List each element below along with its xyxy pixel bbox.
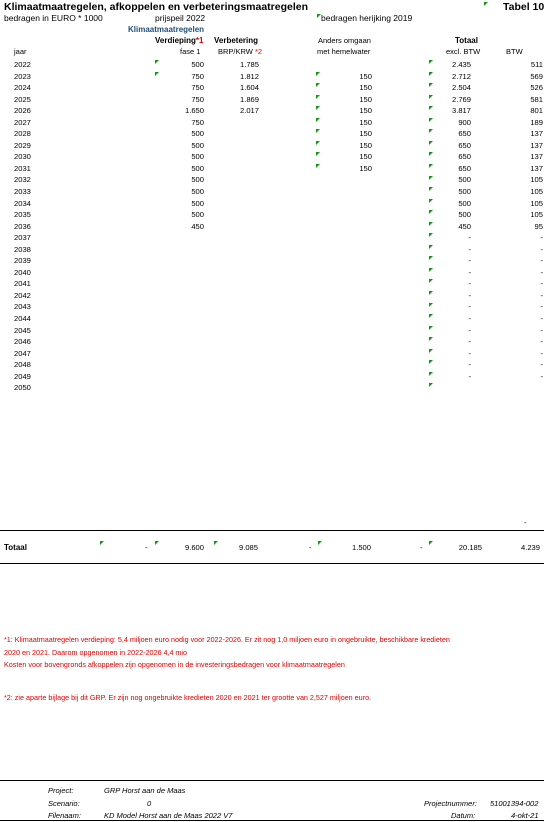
year-cell: 2032 [14, 175, 31, 185]
c2-cell [204, 267, 259, 279]
comment-marker-icon [429, 222, 433, 226]
c5-cell: 569 [530, 71, 543, 81]
c4-cell [372, 382, 471, 394]
c2-cell [204, 174, 259, 186]
group-header: Klimaatmaatregelen [128, 25, 205, 34]
c3-cell: 150 [359, 94, 372, 104]
c3-cell [259, 371, 372, 383]
comment-marker-icon [429, 72, 433, 76]
comment-marker-icon [429, 129, 433, 133]
c1-cell [58, 301, 204, 313]
col-c3-subheader: met hemelwater [317, 47, 371, 56]
c4-cell: - [468, 244, 471, 254]
comment-marker-icon [429, 187, 433, 191]
c4-cell: - [468, 302, 471, 312]
c5-cell: - [540, 371, 543, 381]
year-cell: 2040 [14, 267, 31, 277]
table-row [0, 278, 543, 290]
c2-cell [204, 151, 259, 163]
comment-marker-icon [155, 60, 159, 64]
c5-cell: - [540, 279, 543, 289]
table-row [0, 105, 543, 117]
c1-cell [58, 325, 204, 337]
comment-marker-icon [214, 541, 218, 545]
c1-cell: 500 [191, 140, 204, 150]
comment-marker-icon [429, 245, 433, 249]
c5-cell: 105 [530, 210, 543, 220]
c1-cell [58, 244, 204, 256]
year-cell: 2029 [14, 140, 31, 150]
c4-cell: 2.712 [451, 71, 471, 81]
col-c5-header: BTW [506, 47, 523, 56]
c4-cell: 900 [458, 117, 471, 127]
c4-cell: 3.817 [451, 106, 471, 116]
date-label: Datum: [451, 811, 476, 820]
comment-marker-icon [316, 106, 320, 110]
c1-cell: 750 [191, 83, 204, 93]
c1-cell [58, 382, 204, 394]
year-cell: 2050 [14, 383, 31, 393]
c5-cell: - [540, 290, 543, 300]
table-row [0, 313, 543, 325]
table-row [0, 325, 543, 337]
c1-cell: 500 [191, 163, 204, 173]
comment-marker-icon [316, 95, 320, 99]
c3-cell: 150 [359, 140, 372, 150]
c3-cell [259, 382, 372, 394]
amounts-unit: bedragen in EURO * 1000 [4, 13, 103, 23]
c2-cell [204, 325, 259, 337]
c1-cell [58, 232, 204, 244]
c1-cell [58, 255, 204, 267]
table-row [0, 94, 543, 106]
c2-cell: 1.604 [239, 83, 259, 93]
comment-marker-icon [429, 326, 433, 330]
table-id: Tabel 10 [503, 1, 544, 13]
total-c5: 4.239 [520, 543, 540, 552]
year-cell: 2037 [14, 233, 31, 243]
c3-cell [259, 290, 372, 302]
total-c2: 9.085 [238, 543, 258, 552]
c4-cell: - [468, 233, 471, 243]
c5-cell: 189 [530, 117, 543, 127]
table-row [0, 59, 543, 71]
comment-marker-icon [429, 60, 433, 64]
c4-cell: - [468, 267, 471, 277]
c3-cell: 150 [359, 117, 372, 127]
table-row [0, 348, 543, 360]
c1-cell: 450 [191, 221, 204, 231]
c1-cell: 750 [191, 71, 204, 81]
table-row [0, 336, 543, 348]
year-cell: 2028 [14, 129, 31, 139]
comment-marker-icon [429, 83, 433, 87]
total-c1: 9.600 [184, 543, 204, 552]
c2-cell [204, 209, 259, 221]
c4-cell: 650 [458, 140, 471, 150]
table-row [0, 163, 543, 175]
year-cell: 2044 [14, 314, 31, 324]
c1-cell [58, 267, 204, 279]
c2-cell [204, 255, 259, 267]
scenario-label: Scenario: [48, 799, 80, 808]
c5-cell: 137 [530, 163, 543, 173]
table-row [0, 301, 543, 313]
c2-cell [204, 348, 259, 360]
comment-marker-icon [429, 176, 433, 180]
c3-cell [259, 186, 372, 198]
c4-cell: - [468, 256, 471, 266]
c5-cell: - [540, 360, 543, 370]
c1-cell: 500 [191, 175, 204, 185]
c4-cell: - [468, 290, 471, 300]
c1-cell: 1.650 [184, 106, 204, 116]
total-c2b: - [309, 543, 312, 552]
year-cell: 2042 [14, 290, 31, 300]
year-cell: 2031 [14, 163, 31, 173]
col-c2-subheader: BRP/KRW *2 [218, 47, 263, 56]
c3-cell [259, 278, 372, 290]
c5-cell: - [540, 256, 543, 266]
year-cell: 2049 [14, 371, 31, 381]
c5-cell: 105 [530, 175, 543, 185]
c1-cell: 500 [191, 129, 204, 139]
c5-cell: 105 [530, 198, 543, 208]
c4-cell: - [468, 325, 471, 335]
comment-marker-icon [155, 72, 159, 76]
c2-cell [204, 117, 259, 129]
year-cell: 2046 [14, 337, 31, 347]
comment-marker-icon [429, 95, 433, 99]
c3-cell [259, 255, 372, 267]
c2-cell [204, 244, 259, 256]
c4-cell: 500 [458, 210, 471, 220]
c3-cell [259, 325, 372, 337]
comment-marker-icon [429, 360, 433, 364]
projectnumber-label: Projectnummer: [424, 799, 477, 808]
year-cell: 2024 [14, 83, 31, 93]
comment-marker-icon [429, 337, 433, 341]
c4-cell: 500 [458, 175, 471, 185]
c3-cell: 150 [359, 106, 372, 116]
comment-marker-icon [316, 152, 320, 156]
c1-cell [58, 348, 204, 360]
table-row [0, 290, 543, 302]
comment-marker-icon [429, 118, 433, 122]
data-table [0, 59, 543, 394]
c5-cell: - [540, 348, 543, 358]
year-cell: 2026 [14, 106, 31, 116]
c4-cell: - [468, 337, 471, 347]
c5-cell: - [540, 314, 543, 324]
c2-cell: 1.785 [239, 60, 259, 69]
table-row [0, 82, 543, 94]
c2-cell [204, 382, 259, 394]
c4-cell: - [468, 360, 471, 370]
c3-cell [259, 348, 372, 360]
c5-cell: 137 [530, 129, 543, 139]
c3-cell [259, 174, 372, 186]
comment-marker-icon [484, 2, 488, 6]
comment-marker-icon [429, 164, 433, 168]
project-label: Project: [48, 786, 74, 795]
year-cell: 2043 [14, 302, 31, 312]
comment-marker-icon [429, 303, 433, 307]
c3-cell [259, 244, 372, 256]
footer-divider [0, 780, 544, 781]
comment-marker-icon [429, 279, 433, 283]
comment-marker-icon [429, 256, 433, 260]
table-row [0, 221, 543, 233]
c4-cell: 650 [458, 152, 471, 162]
year-cell: 2036 [14, 221, 31, 231]
comment-marker-icon [316, 129, 320, 133]
col-c2-header: Verbetering [214, 36, 259, 45]
c2-cell [204, 163, 259, 175]
year-cell: 2039 [14, 256, 31, 266]
table-row [0, 371, 543, 383]
c5-cell: 581 [530, 94, 543, 104]
total-c3b: - [420, 543, 423, 552]
c2-cell [204, 290, 259, 302]
table-row [0, 209, 543, 221]
date-value: 4-okt-21 [511, 811, 539, 820]
price-level: prijspeil 2022 [155, 13, 206, 23]
comment-marker-icon [100, 541, 104, 545]
c1-cell [58, 336, 204, 348]
c2-cell [204, 221, 259, 233]
c2-cell [204, 140, 259, 152]
c2-cell [204, 359, 259, 371]
table-row [0, 174, 543, 186]
c1-cell: 500 [191, 152, 204, 162]
c5-cell: 137 [530, 152, 543, 162]
c5-cell: - [540, 244, 543, 254]
c3-cell [259, 301, 372, 313]
table-row [0, 267, 543, 279]
note-2: *2: zie aparte bijlage bij dit GRP. Er zijn nog ongebruikte kredieten 2020 en 2021 ter grootte van 2,527 miljoen euro. [4, 693, 372, 702]
note-1-line-1: *1: Klimaatmaatregelen verdieping: 5,4 miljoen euro nodig voor 2022-2026. Er zit nog 1,0 miljoen euro in ongebruikte, beschikbare kredieten [4, 635, 450, 644]
extra-dash: - [524, 518, 527, 527]
c3-cell: 150 [359, 71, 372, 81]
c2-cell: 1.812 [239, 71, 259, 81]
col-c1-header: Verdieping*1 [155, 36, 204, 45]
comment-marker-icon [429, 291, 433, 295]
c3-cell: 150 [359, 129, 372, 139]
year-cell: 2038 [14, 244, 31, 254]
c1-cell [58, 313, 204, 325]
c3-cell [259, 232, 372, 244]
c4-cell: 450 [458, 221, 471, 231]
total-c0: - [145, 543, 148, 552]
comment-marker-icon [316, 72, 320, 76]
table-row [0, 71, 543, 83]
footer-divider [0, 820, 544, 821]
year-cell: 2048 [14, 360, 31, 370]
c3-cell: 150 [359, 83, 372, 93]
comment-marker-icon [429, 541, 433, 545]
c4-cell: - [468, 371, 471, 381]
year-cell: 2034 [14, 198, 31, 208]
table-row [0, 186, 543, 198]
table-row [0, 140, 543, 152]
c4-cell: 500 [458, 187, 471, 197]
c1-cell: 750 [191, 94, 204, 104]
c4-cell: - [468, 314, 471, 324]
comment-marker-icon [316, 141, 320, 145]
c1-cell [58, 371, 204, 383]
col-c1-subheader: fase 1 [180, 47, 201, 56]
table-row [0, 198, 543, 210]
year-cell: 2030 [14, 152, 31, 162]
c4-cell: 650 [458, 163, 471, 173]
c3-cell [259, 198, 372, 210]
comment-marker-icon [429, 152, 433, 156]
page-title: Klimaatmaatregelen, afkoppelen en verbeteringsmaatregelen [4, 1, 309, 13]
divider [0, 530, 544, 531]
col-year-header: jaar [14, 47, 27, 56]
col-c3-header: Anders omgaan [318, 36, 371, 45]
c2-cell [204, 232, 259, 244]
comment-marker-icon [429, 199, 433, 203]
c2-cell [204, 186, 259, 198]
comment-marker-icon [429, 141, 433, 145]
c3-cell [259, 267, 372, 279]
table-row [0, 117, 543, 129]
total-c4: 20.185 [458, 543, 482, 552]
c4-cell: 650 [458, 129, 471, 139]
table-row [0, 382, 543, 394]
comment-marker-icon [316, 164, 320, 168]
c5-cell: 95 [534, 221, 543, 231]
c4-cell: - [468, 348, 471, 358]
c4-cell: 2.435 [451, 60, 471, 69]
c3-cell [259, 359, 372, 371]
table-row [0, 232, 543, 244]
year-cell: 2041 [14, 279, 31, 289]
table-row [0, 244, 543, 256]
c1-cell [58, 278, 204, 290]
col-c4-subheader: excl. BTW [446, 47, 481, 56]
revision-amounts: bedragen herijking 2019 [321, 13, 413, 23]
totals-label: Totaal [4, 543, 27, 552]
c1-cell: 750 [191, 117, 204, 127]
total-c3: 1.500 [351, 543, 371, 552]
c3-cell: 150 [359, 152, 372, 162]
project-value: GRP Horst aan de Maas [104, 786, 186, 795]
year-cell: 2035 [14, 210, 31, 220]
c5-cell: 801 [530, 106, 543, 116]
comment-marker-icon [429, 210, 433, 214]
c4-cell: 2.769 [451, 94, 471, 104]
table-row [0, 151, 543, 163]
c1-cell: 500 [191, 198, 204, 208]
c4-cell: 500 [458, 198, 471, 208]
filename-value: KD Model Horst aan de Maas 2022 V7 [104, 811, 233, 820]
comment-marker-icon [429, 268, 433, 272]
c1-cell: 500 [191, 60, 204, 69]
c3-cell [259, 209, 372, 221]
year-cell: 2033 [14, 187, 31, 197]
divider [0, 563, 544, 564]
comment-marker-icon [316, 118, 320, 122]
col-c4-header: Totaal [455, 36, 478, 45]
c5-cell: 511 [530, 60, 543, 69]
comment-marker-icon [318, 541, 322, 545]
c5-cell: - [540, 325, 543, 335]
table-row [0, 255, 543, 267]
comment-marker-icon [155, 541, 159, 545]
year-cell: 2047 [14, 348, 31, 358]
c5-cell: - [540, 337, 543, 347]
c3-cell [259, 336, 372, 348]
year-cell: 2025 [14, 94, 31, 104]
c2-cell [204, 371, 259, 383]
note-1-line-3: Kosten voor bovengronds afkoppelen zijn opgenomen in de investeringsbedragen voor klimaatmaatregelen [4, 660, 345, 669]
comment-marker-icon [429, 372, 433, 376]
c2-cell [204, 198, 259, 210]
year-cell: 2023 [14, 71, 31, 81]
filename-label: Filenaam: [48, 811, 81, 820]
c2-cell [204, 128, 259, 140]
c1-cell [58, 290, 204, 302]
c5-cell: 105 [530, 187, 543, 197]
table-row [0, 128, 543, 140]
c4-cell: - [468, 279, 471, 289]
c2-cell [204, 336, 259, 348]
c5-cell: - [540, 233, 543, 243]
year-cell: 2022 [14, 60, 31, 69]
c1-cell: 500 [191, 210, 204, 220]
table-row [0, 359, 543, 371]
c5-cell: 137 [530, 140, 543, 150]
comment-marker-icon [429, 106, 433, 110]
c2-cell [204, 301, 259, 313]
scenario-value: 0 [147, 799, 152, 808]
comment-marker-icon [316, 83, 320, 87]
comment-marker-icon [429, 383, 433, 387]
c4-cell: 2.504 [451, 83, 471, 93]
c3-cell [259, 313, 372, 325]
c3-cell [259, 59, 372, 71]
c1-cell [58, 359, 204, 371]
comment-marker-icon [429, 233, 433, 237]
year-cell: 2045 [14, 325, 31, 335]
c1-cell: 500 [191, 187, 204, 197]
projectnumber-value: 51001394-002 [490, 799, 539, 808]
year-cell: 2027 [14, 117, 31, 127]
c5-cell: - [540, 302, 543, 312]
c5-cell: - [540, 267, 543, 277]
c3-cell: 150 [359, 163, 372, 173]
c2-cell: 1.869 [239, 94, 259, 104]
comment-marker-icon [429, 349, 433, 353]
c2-cell [204, 313, 259, 325]
c2-cell [204, 278, 259, 290]
note-1-line-2: 2020 en 2021. Daarom opgenomen in 2022-2026 4,4 mio [4, 648, 188, 657]
c5-cell [471, 382, 543, 394]
c2-cell: 2.017 [239, 106, 259, 116]
comment-marker-icon [429, 314, 433, 318]
c3-cell [259, 221, 372, 233]
c5-cell: 526 [530, 83, 543, 93]
